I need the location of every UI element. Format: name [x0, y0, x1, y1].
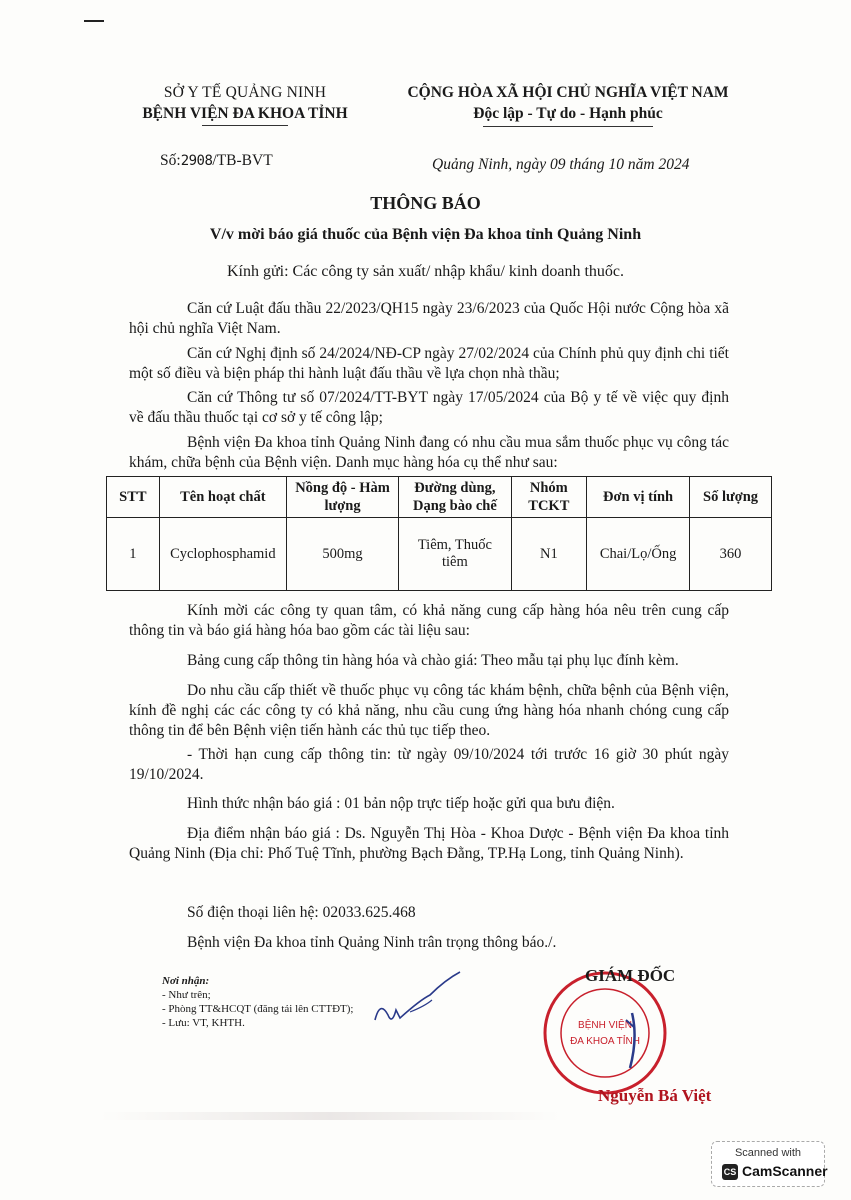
- issuer-underline: [202, 125, 288, 126]
- form-paragraph: Bảng cung cấp thông tin hàng hóa và chào giá: Theo mẫu tại phụ lục đính kèm.: [187, 652, 679, 669]
- cell-stt: 1: [107, 518, 160, 591]
- goods-table: [106, 476, 772, 591]
- recipients-block: [162, 974, 353, 1030]
- address-paragraph: Địa điểm nhận báo giá : Ds. Nguyễn Thị Hòa - Khoa Dược - Bệnh viện Đa khoa tỉnh Quảng Ninh (Địa chỉ: Phố Tuệ Tĩnh, phường Bạch Đằng, TP.Hạ Long, tỉnh Quảng Ninh).: [129, 825, 729, 862]
- col-header-stt: STT: [107, 477, 160, 518]
- submission-paragraph: Hình thức nhận báo giá : 01 bản nộp trực tiếp hoặc gửi qua bưu điện.: [187, 795, 615, 812]
- cell-group: N1: [511, 518, 586, 591]
- basis-paragraph: Căn cứ Thông tư số 07/2024/TT-BYT ngày 17/05/2024 của Bộ y tế về việc quy định về đấu thầu thuốc tại cơ sở y tế công lập;: [129, 389, 729, 426]
- need-paragraph: Bệnh viện Đa khoa tỉnh Quảng Ninh đang có nhu cầu mua sắm thuốc phục vụ công tác khám, chữa bệnh của Bệnh viện. Danh mục hàng hóa cụ thể như sau:: [129, 434, 729, 471]
- national-header: [378, 82, 758, 127]
- col-header-quantity: Số lượng: [690, 477, 772, 518]
- issuer-header: [110, 82, 380, 126]
- handwritten-signature: [370, 970, 470, 1040]
- camscanner-logo-icon: CS: [722, 1164, 738, 1180]
- basis-paragraph: Căn cứ Nghị định số 24/2024/NĐ-CP ngày 27/02/2024 của Chính phủ quy định chi tiết một số điều và biện pháp thi hành luật đấu thầu về lựa chọn nhà thầu;: [129, 345, 729, 382]
- col-header-unit: Đơn vị tính: [587, 477, 690, 518]
- urgency-paragraph: Do nhu cầu cấp thiết về thuốc phục vụ công tác khám bệnh, chữa bệnh của Bệnh viện, kính đề nghị các các công ty có khả năng, nhu cầu cung ứng hàng hóa nhanh chóng cung cấp thông tin để bên Bệnh viện tiến hành các thủ tục tiếp theo.: [129, 682, 729, 739]
- recipients-heading: Nơi nhận:: [162, 975, 210, 987]
- doc-number-suffix: /TB-BVT: [212, 152, 273, 169]
- document-title: THÔNG BÁO: [370, 193, 481, 213]
- deadline-paragraph: - Thời hạn cung cấp thông tin: từ ngày 09/10/2024 tới trước 16 giờ 30 phút ngày 19/10/2024.: [129, 746, 729, 783]
- svg-text:ĐA KHOA TỈNH: ĐA KHOA TỈNH: [570, 1036, 640, 1047]
- document-subtitle: V/v mời báo giá thuốc của Bệnh viện Đa khoa tỉnh Quảng Ninh: [209, 226, 642, 243]
- closing-paragraph: Bệnh viện Đa khoa tỉnh Quảng Ninh trân trọng thông báo./.: [187, 934, 557, 951]
- official-seal: [540, 968, 670, 1098]
- table-header-row: [107, 477, 772, 518]
- cell-active-ingredient: Cyclophosphamid: [159, 518, 286, 591]
- col-header-route-form: Đường dùng, Dạng bào chế: [399, 477, 511, 518]
- table-row: [107, 518, 772, 591]
- doc-number-handwritten: 2908: [180, 153, 213, 169]
- signatory-name: Nguyễn Bá Việt: [598, 1086, 712, 1105]
- camscanner-badge: [711, 1141, 828, 1187]
- cell-concentration: 500mg: [286, 518, 398, 591]
- addressee: Kính gửi: Các công ty sản xuất/ nhập khẩu/ kinh doanh thuốc.: [226, 263, 625, 280]
- phone-paragraph: Số điện thoại liên hệ: 02033.625.468: [187, 904, 416, 921]
- recipient-item: - Phòng TT&HCQT (đăng tải lên CTTĐT);: [162, 1003, 354, 1015]
- national-title: CỘNG HÒA XÃ HỘI CHỦ NGHĨA VIỆT NAM: [407, 84, 729, 101]
- cell-unit: Chai/Lọ/Ống: [587, 518, 690, 591]
- issuer-hospital: BỆNH VIỆN ĐA KHOA TỈNH: [142, 105, 348, 122]
- col-header-concentration: Nồng độ - Hàm lượng: [286, 477, 398, 518]
- scan-mark: [84, 20, 104, 22]
- bleed-through-mark: [100, 1112, 560, 1120]
- invitation-paragraph: Kính mời các công ty quan tâm, có khả năng cung cấp hàng hóa nêu trên cung cấp thông tin và báo giá hàng hóa bao gồm các tài liệu sau:: [129, 602, 729, 639]
- scanned-with-label: Scanned with: [734, 1147, 802, 1159]
- col-header-group: Nhóm TCKT: [511, 477, 586, 518]
- cell-quantity: 360: [690, 518, 772, 591]
- issuer-department: SỞ Y TẾ QUẢNG NINH: [163, 84, 327, 101]
- doc-number-prefix: Số:: [160, 152, 181, 169]
- national-motto: Độc lập - Tự do - Hạnh phúc: [473, 105, 663, 122]
- signatory-title: GIÁM ĐỐC: [585, 966, 676, 985]
- cell-route-form: Tiêm, Thuốc tiêm: [399, 518, 511, 591]
- recipient-item: - Lưu: VT, KHTH.: [162, 1017, 245, 1029]
- svg-text:BỆNH VIỆN: BỆNH VIỆN: [578, 1020, 632, 1031]
- motto-underline: [483, 126, 653, 127]
- recipient-item: - Như trên;: [162, 989, 211, 1001]
- camscanner-brand: CamScanner: [742, 1163, 828, 1179]
- document-number: [160, 152, 273, 170]
- col-header-active-ingredient: Tên hoạt chất: [159, 477, 286, 518]
- basis-paragraph: Căn cứ Luật đấu thầu 22/2023/QH15 ngày 23/6/2023 của Quốc Hội nước Cộng hòa xã hội chủ nghĩa Việt Nam.: [129, 300, 729, 337]
- date-line: Quảng Ninh, ngày 09 tháng 10 năm 2024: [432, 156, 690, 173]
